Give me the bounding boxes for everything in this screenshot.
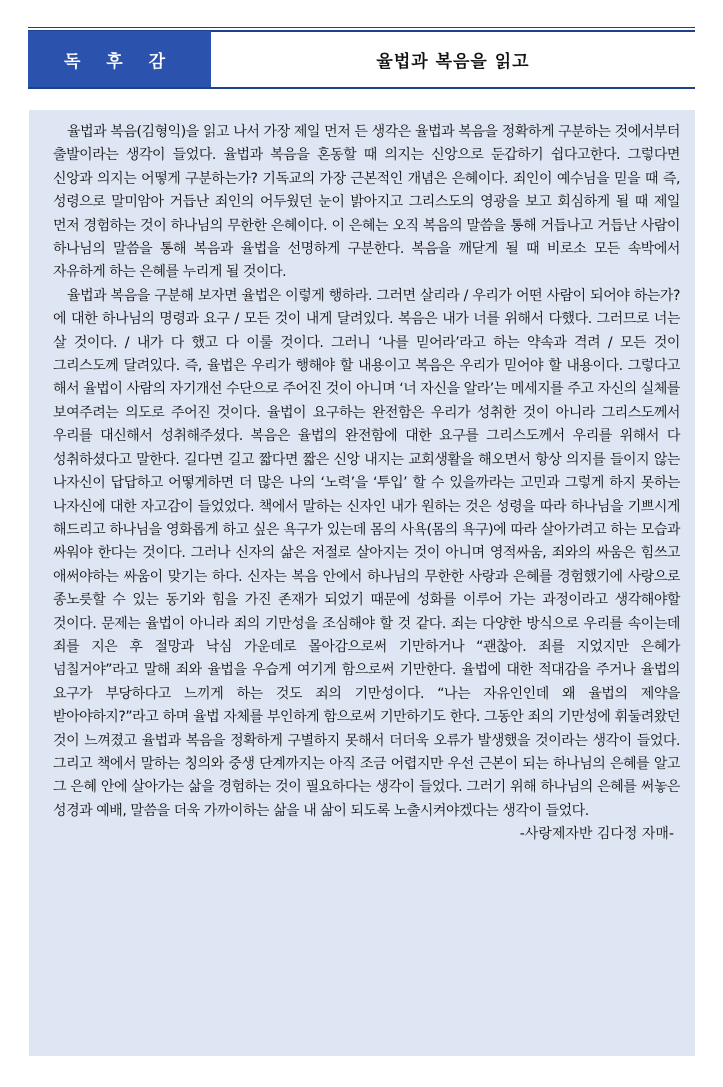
author-signature: -사랑제자반 김다정 자매- [519, 826, 674, 843]
paragraph-1: 율법과 복음(김형익)을 읽고 나서 가장 제일 먼저 든 생각은 율법과 복음을 정확하게 구분하는 것에서부터 출발이라는 생각이 들었다. 율법과 복음을 혼동할 때 의지는 신앙으로 둔갑하기 쉽다고한다. 그렇다면 신앙과 의지는 어떻게 구분하는가? 기독교의 가장 근본적인 개념은 은혜이다. 죄인이 예수님을 믿을 때 즉, 성령으로 말미암아 거듭난 죄인의 어두웠던 눈이 밝아지고 그리스도의 영광을 보고 회심하게 될 때 제일 먼저 경험하는 것이 하나님의 무한한 은혜이다. 이 은혜는 오직 복음의 말씀을 통해 거듭나고 거듭난 사람이 하나님의 말씀을 통해 복음과 율법을 선명하게 구분한다. 복음을 깨닫게 될 때 비로소 모든 속박에서 자유하게 하는 은혜를 누리게 될 것이다. [53, 124, 680, 281]
top-rule [28, 27, 695, 28]
header-bar [28, 31, 695, 89]
page-title: 율법과 복음을 읽고 [211, 31, 695, 87]
section-label: 독 후 감 [28, 31, 211, 87]
paragraph-2: 율법과 복음을 구분해 보자면 율법은 이렇게 행하라. 그러면 살리라 / 우리가 어떤 사람이 되어야 하는가?에 대한 하나님의 명령과 요구 / 모든 것이 내게 달려있다. 복음은 내가 너를 위해서 다했다. 그러므로 너는 살 것이다. / 내가 다 했고 다 이룰 것이다. 그러니 ‘나를 믿어라’라고 하는 약속과 격려 / 모든 것이 그리스도께 달려있다. 즉, 율법은 우리가 행해야 할 내용이고 복음은 우리가 믿어야 할 내용이다. 그렇다고 해서 율법이 사람의 자기개선 수단으로 주어진 것이 아니며 ‘너 자신을 알라’는 메세지를 주고 자신의 실체를 보여주려는 의도로 주어진 것이다. 율법이 요구하는 완전함은 우리가 성취한 것이 아니라 그리스도께서 우리를 대신해서 성취해주셨다. 복음은 율법의 완전함에 대한 요구를 그리스도께서 우리를 위해서 다 성취하셨다고 말한다. 길다면 길고 짧다면 짧은 신앙 내지는 교회생활을 해오면서 항상 의지를 들이지 않는 나자신이 답답하고 어떻게하면 더 많은 나의 ‘노력’을 ‘투입’ 할 수 있을까라는 고민과 그렇게 하지 못하는 나자신에 대한 자고감이 들었었다. 책에서 말하는 신자인 내가 원하는 것은 성령을 따라 하나님을 기쁘시게 해드리고 하나님을 영화롭게 하고 싶은 욕구가 있는데 몸의 사욕(몸의 욕구)에 따라 살아가려고 하는 모습과 싸워야 한다는 것이다. 그러나 신자의 삶은 저절로 살아지는 것이 아니며 영적싸움, 죄와의 싸움은 힘쓰고 애써야하는 싸움이 맞기는 하다. 신자는 복음 안에서 하나님의 무한한 사랑과 은혜를 경험했기에 사랑으로 종노릇할 수 있는 동기와 힘을 가진 존재가 되었기 때문에 성화를 이루어 가는 과정이라고 생각해야할 것이다. 문제는 율법이 아니라 죄의 기만성을 조심해야 할 것 같다. 죄는 다양한 방식으로 우리를 속이는데 죄를 지은 후 절망과 낙심 가운데로 몰아감으로써 기만하거나 “괜찮아. 죄를 지었지만 은혜가 넘칠거야”라고 말해 죄와 율법을 우습게 여기게 함으로써 기만한다. 율법에 대한 적대감을 주거나 율법의 요구가 부당하다고 느끼게 하는 것도 죄의 기만성이다. “나는 자유인인데 왜 율법의 제약을 받아야하지?”라고 하며 율법 자체를 부인하게 함으로써 기만하기도 한다. 그동안 죄의 기만성에 휘둘려왔던 것이 느껴졌고 율법과 복음을 정확하게 구별하지 못해서 더더욱 오류가 발생했을 것이라는 생각이 들었다. 그리고 책에서 말하는 칭의와 중생 단계까지는 아직 조금 어렵지만 우선 근본이 되는 하나님의 은혜를 알고 그 은혜 안에 살아가는 삶을 경험하는 것이 필요하다는 생각이 들었다. 그러기 위해 하나님의 은혜를 써놓은 성경과 예배, 말씀을 더욱 가까이하는 삶을 내 삶이 되도록 노출시켜야겠다는 생각이 들었다. [53, 287, 680, 819]
essay-body [29, 110, 695, 1056]
